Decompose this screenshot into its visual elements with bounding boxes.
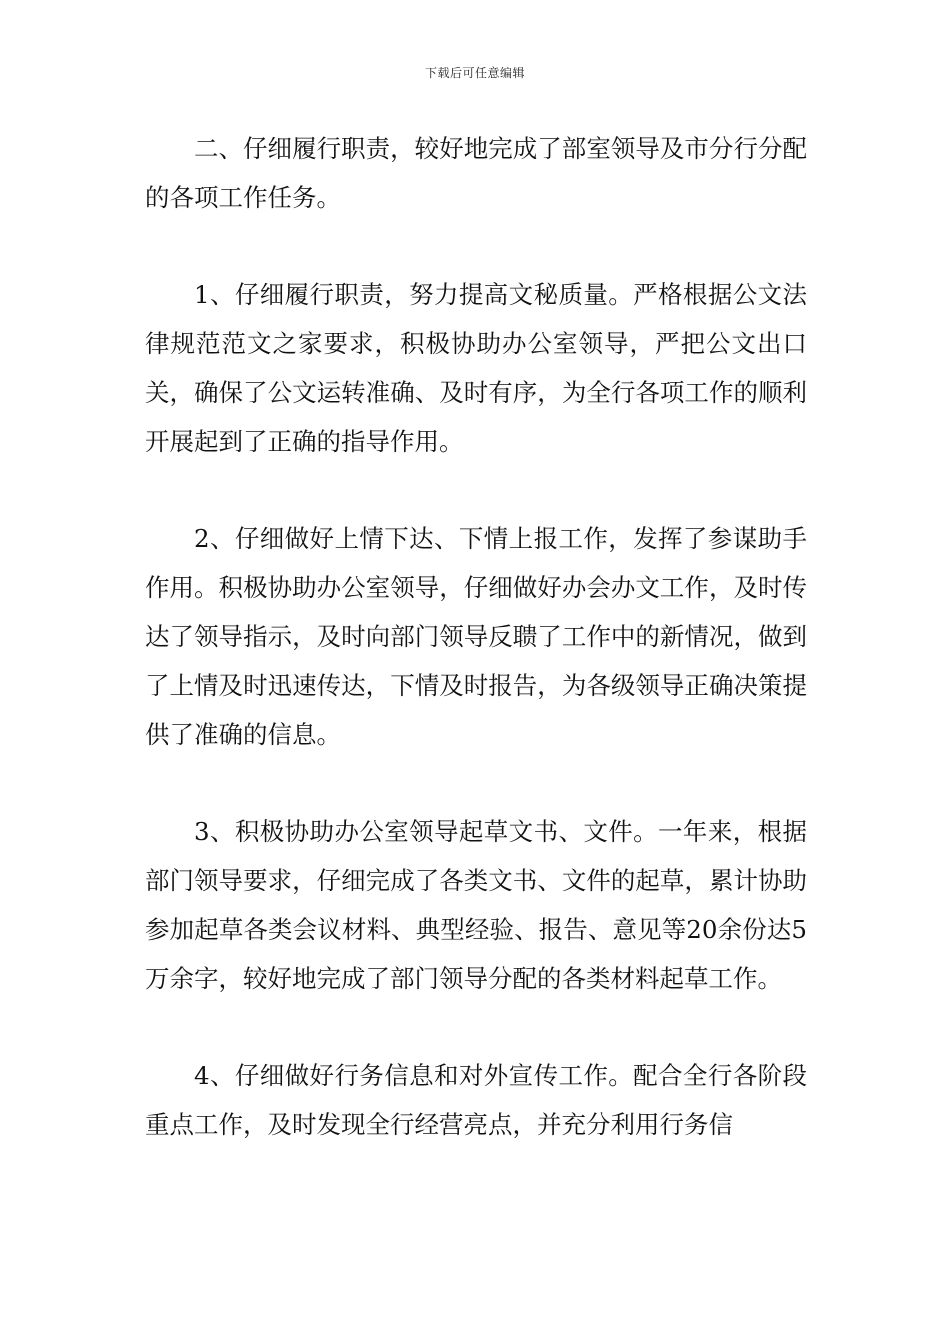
paragraph-item-3: 3、积极协助办公室领导起草文书、文件。一年来，根据部门领导要求，仔细完成了各类文书、文件的起草，累计协助参加起草各类会议材料、典型经验、报告、意见等20余份达5万余字，较好地完成了部门领导分配的各类材料起草工作。: [145, 817, 807, 993]
paragraph-item-1: 1、仔细履行职责，努力提高文秘质量。严格根据公文法律规范范文之家要求，积极协助办公室领导，严把公文出口关，确保了公文运转准确、及时有序，为全行各项工作的顺利开展起到了正确的指导作用。: [145, 280, 807, 456]
document-body: [145, 124, 807, 1197]
paragraph-section-two: 二、仔细履行职责，较好地完成了部室领导及市分行分配的各项工作任务。: [145, 134, 807, 212]
paragraph-item-4: 4、仔细做好行务信息和对外宣传工作。配合全行各阶段重点工作，及时发现全行经营亮点，并充分利用行务信: [145, 1061, 807, 1139]
paragraph-item-2: 2、仔细做好上情下达、下情上报工作，发挥了参谋助手作用。积极协助办公室领导，仔细做好办会办文工作，及时传达了领导指示，及时向部门领导反聩了工作中的新情况，做到了上情及时迅速传达，下情及时报告，为各级领导正确决策提供了准确的信息。: [145, 524, 807, 749]
header-note: 下载后可任意编辑: [424, 66, 525, 80]
